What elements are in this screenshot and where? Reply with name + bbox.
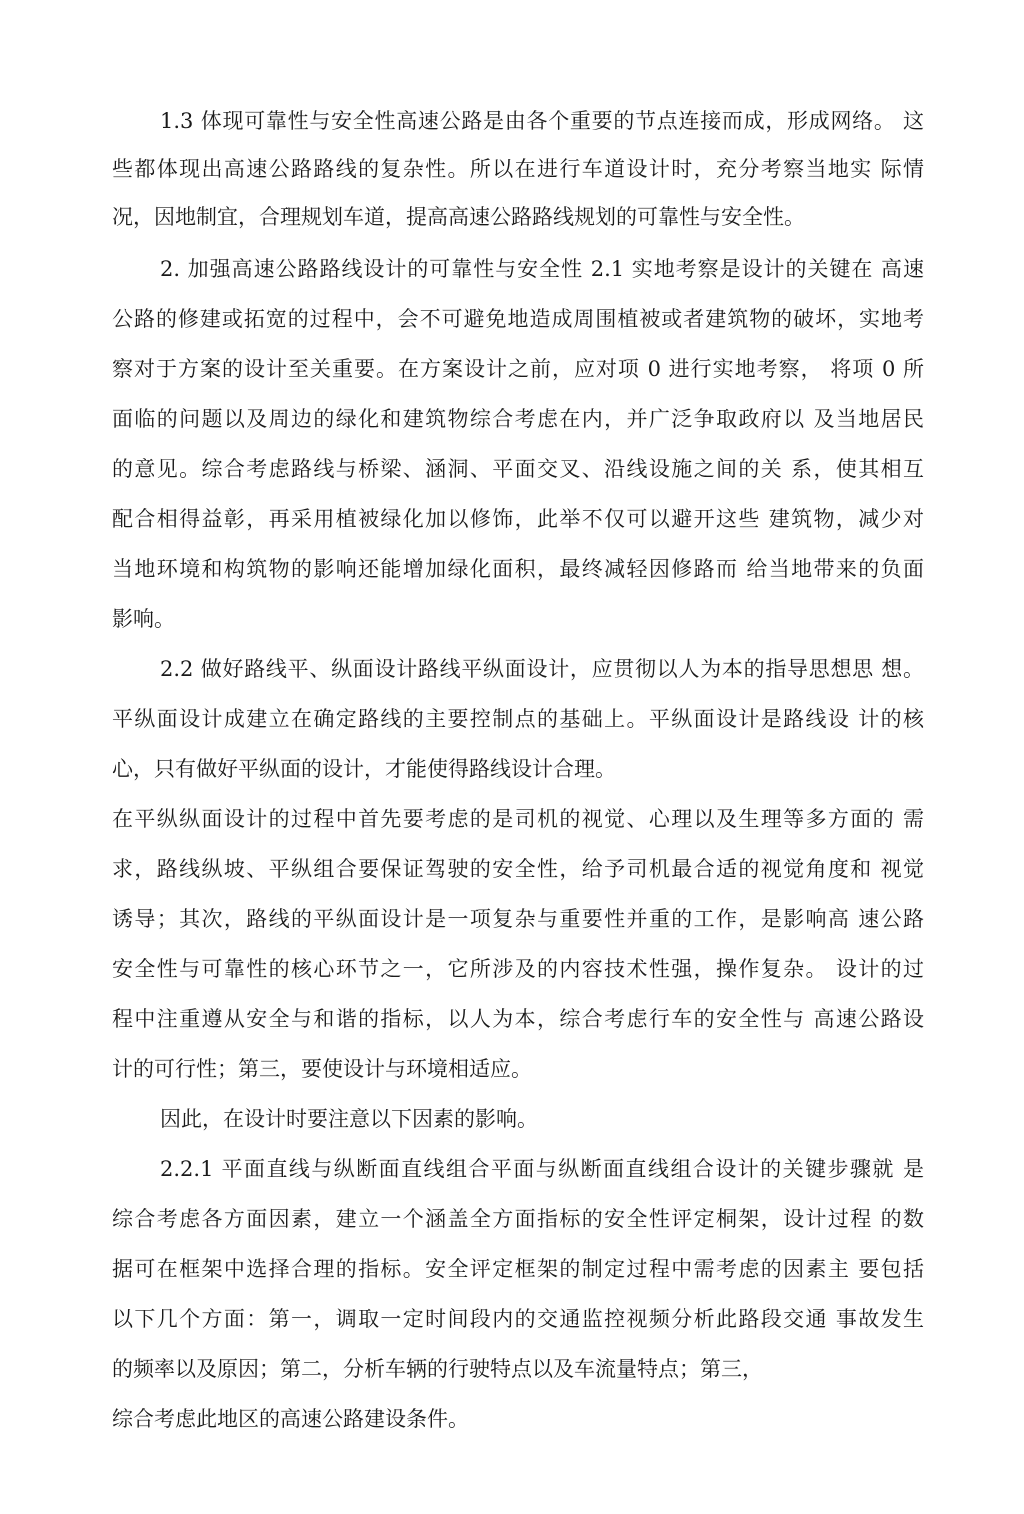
text-line: 据可在框架中选择合理的指标。安全评定框架的制定过程中需考虑的因素主 要包括 [112, 1257, 924, 1281]
text-line: 平纵面设计成建立在确定路线的主要控制点的基础上。平纵面设计是路线设 计的核 [112, 707, 924, 731]
text-line: 诱导；其次，路线的平纵面设计是一项复杂与重要性并重的工作，是影响高 速公路 [112, 907, 924, 931]
text-line: 配合相得益彰，再采用植被绿化加以修饰，此举不仅可以避开这些 建筑物，减少对 [112, 507, 924, 531]
text-line: 求，路线纵坡、平纵组合要保证驾驶的安全性，给予司机最合适的视觉角度和 视觉 [112, 857, 924, 881]
text-line: 在平纵纵面设计的过程中首先要考虑的是司机的视觉、心理以及生理等多方面的 需 [112, 807, 924, 831]
text-line: 以下几个方面：第一，调取一定时间段内的交通监控视频分析此路段交通 事故发生 [112, 1307, 924, 1331]
text-line: 察对于方案的设计至关重要。在方案设计之前，应对项 0 进行实地考察， 将项 0 所 [112, 357, 924, 381]
text-line: 因此，在设计时要注意以下因素的影响。 [160, 1107, 538, 1131]
text-line: 公路的修建或拓宽的过程中，会不可避免地造成周围植被或者建筑物的破坏，实地考 [112, 307, 924, 331]
text-line: 面临的问题以及周边的绿化和建筑物综合考虑在内，并广泛争取政府以 及当地居民 [112, 407, 924, 431]
text-line: 2.2.1 平面直线与纵断面直线组合平面与纵断面直线组合设计的关键步骤就 是 [160, 1157, 924, 1181]
text-line: 心，只有做好平纵面的设计，才能使得路线设计合理。 [112, 757, 616, 781]
text-line: 计的可行性；第三，要使设计与环境相适应。 [112, 1057, 532, 1081]
text-line: 的意见。综合考虑路线与桥梁、涵洞、平面交叉、沿线设施之间的关 系，使其相互 [112, 457, 924, 481]
text-line: 综合考虑此地区的高速公路建设条件。 [112, 1407, 469, 1431]
text-line: 影响。 [112, 607, 175, 631]
text-line: 安全性与可靠性的核心环节之一，它所涉及的内容技术性强，操作复杂。 设计的过 [112, 957, 924, 981]
text-line: 况，因地制宜，合理规划车道，提高高速公路路线规划的可靠性与安全性。 [112, 205, 805, 229]
text-line: 的频率以及原因；第二，分析车辆的行驶特点以及车流量特点；第三， [112, 1357, 763, 1381]
text-line: 综合考虑各方面因素，建立一个涵盖全方面指标的安全性评定桐架，设计过程 的数 [112, 1207, 924, 1231]
text-line: 当地环境和构筑物的影响还能增加绿化面积，最终减轻因修路而 给当地带来的负面 [112, 557, 924, 581]
text-line: 2.2 做好路线平、纵面设计路线平纵面设计，应贯彻以人为本的指导思想思 想。 [160, 657, 924, 681]
text-line: 1.3 体现可靠性与安全性高速公路是由各个重要的节点连接而成，形成网络。 这 [160, 109, 924, 133]
text-line: 2. 加强高速公路路线设计的可靠性与安全性 2.1 实地考察是设计的关键在 高速 [160, 257, 924, 281]
text-line: 程中注重遵从安全与和谐的指标，以人为本，综合考虑行车的安全性与 高速公路设 [112, 1007, 924, 1031]
text-line: 些都体现出高速公路路线的复杂性。所以在进行车道设计时，充分考察当地实 际情 [112, 157, 924, 181]
